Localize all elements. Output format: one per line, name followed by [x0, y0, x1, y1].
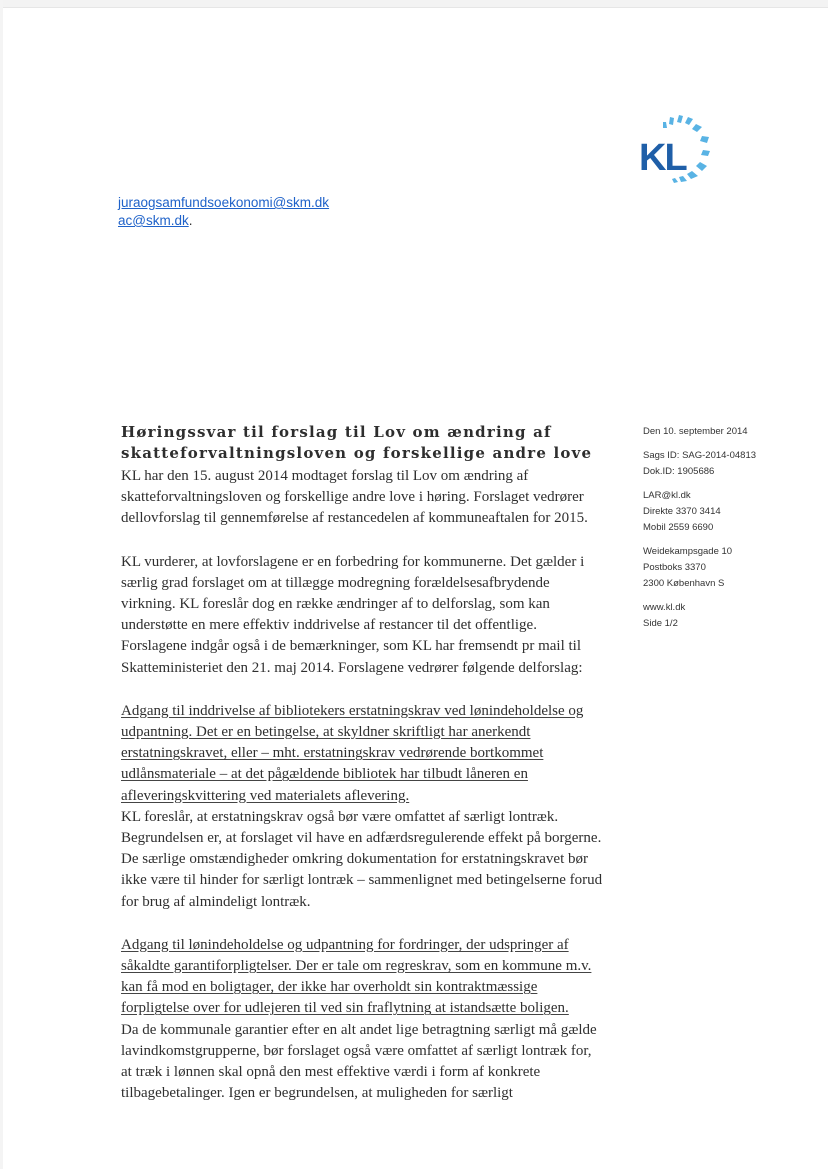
- address-city: 2300 København S: [643, 578, 725, 589]
- sender-sidebar: [643, 424, 813, 640]
- section-2-heading: Adgang til lønindeholdelse og udpantning for fordringer, der udspringer af såkaldte garantiforpligtelser. Der er tale om regreskrav, som en kommune m.v. kan få mod en boligtager, der ikke har overholdt sin kontraktmæssige forpligtelse over for udlejeren til ved sin fraflytning at istandsætte boligen.: [121, 936, 592, 1017]
- recipient-emails: [118, 194, 329, 230]
- address-postbox: Postboks 3370: [643, 562, 706, 573]
- section-1-heading: Adgang til inddrivelse af bibliotekers erstatningskrav ved lønindeholdelse og udpantning. Det er en betingelse, at skyldner skriftligt har anerkendt erstatningskravet, eller – mht. erstatningskrav vedrørende bortkommet udlånsmateriale – at det pågældende bibliotek har tilbudt låneren en afleveringskvittering ved materialets aflevering.: [121, 702, 584, 804]
- document-title: Høringssvar til forslag til Lov om ændring af skatteforvaltningsloven og forskellige andre love: [121, 423, 593, 462]
- document-id: Dok.ID: 1905686: [643, 466, 715, 477]
- section-1-body: KL foreslår, at erstatningskrav også bør være omfattet af særligt lontræk. Begrundelsen er, at forslaget vil have en adfærdsregulerende effekt på borgerne. De særlige omstændigheder omkring dokumentation for erstatningskravet bør ikke være til hinder for særligt lontræk – sammenlignet med betingelserne forud for brug af almindeligt lontræk.: [121, 808, 603, 910]
- email-link-ac[interactable]: ac@skm.dk: [118, 213, 189, 228]
- logo-text: KL: [639, 137, 686, 179]
- kl-logo: [636, 108, 736, 190]
- direct-phone: Direkte 3370 3414: [643, 506, 721, 517]
- email-link-juraogsamfund[interactable]: juraogsamfundsoekonomi@skm.dk: [118, 195, 330, 210]
- scan-left-edge: [0, 0, 3, 1169]
- page-number: Side 1/2: [643, 618, 678, 629]
- paragraph-assessment: KL vurderer, at lovforslagene er en forbedring for kommunerne. Det gælder i særlig grad forslaget om at tillægge modregning forældelsesafbrydende virkning. KL foreslår dog en række ændringer af to delforslag, som kan understøtte en mere effektiv inddrivelse af restancer til det offentlige. Forslagene indgår også i de bemærkninger, som KL har fremsendt pr mail til Skatteministeriet den 21. maj 2014. Forslagene vedrører følgende delforslag:: [121, 553, 585, 676]
- mobile-phone: Mobil 2559 6690: [643, 522, 714, 533]
- letter-body: [121, 466, 606, 1104]
- email-suffix: .: [188, 213, 193, 228]
- case-id: Sags ID: SAG-2014-04813: [643, 450, 757, 461]
- scan-top-edge: [0, 0, 828, 8]
- sender-email: LAR@kl.dk: [643, 490, 691, 501]
- address-street: Weidekampsgade 10: [643, 546, 733, 557]
- letter-date: Den 10. september 2014: [643, 426, 748, 437]
- website: www.kl.dk: [643, 602, 686, 613]
- section-2-body: Da de kommunale garantier efter en alt andet lige betragtning særligt må gælde lavindkomstgrupperne, bør forslaget også være omfattet af særligt lontræk for, at træk i lønnen skal opnå den mest effektive værdi i form af konkrete tilbagebetalinger. Igen er begrundelsen, at muligheden for særligt: [121, 1021, 597, 1102]
- paragraph-intro: KL har den 15. august 2014 modtaget forslag til Lov om ændring af skatteforvaltningsloven og forskellige andre love i høring. Forslaget vedrører dellovforslag til gennemførelse af restancedelen af kommuneaftalen for 2015.: [121, 468, 588, 527]
